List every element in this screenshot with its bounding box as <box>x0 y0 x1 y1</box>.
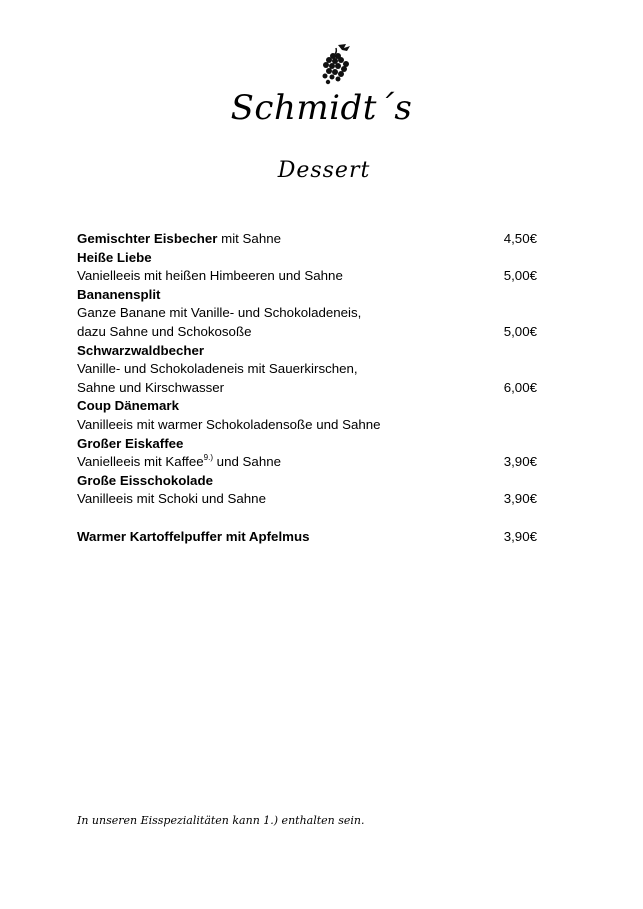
menu-item-description <box>77 323 537 342</box>
menu-item-suffix: mit Sahne <box>217 231 282 246</box>
menu-item-name: Warmer Kartoffelpuffer mit Apfelmus <box>77 528 310 544</box>
menu-item <box>77 286 537 305</box>
grape-icon <box>316 44 356 86</box>
menu-item-price: 3,90€ <box>503 454 537 470</box>
menu-item-name: Heiße Liebe <box>77 249 152 265</box>
spacer <box>77 509 537 528</box>
menu-item-description-line: Ganze Banane mit Vanille- und Schokoladeneis, <box>77 305 362 321</box>
menu-item <box>77 342 537 361</box>
menu-item-price: 5,00€ <box>503 323 537 339</box>
menu-item-description-line: Sahne und Kirschwasser <box>77 379 225 395</box>
menu-item-name: Coup Dänemark <box>77 398 179 414</box>
menu-item-description-line: Vanielleeis mit heißen Himbeeren und Sahne <box>77 268 343 284</box>
menu-item <box>77 249 537 268</box>
menu-item-price: 5,00€ <box>503 268 537 284</box>
menu-item-description-line: Vanilleeis mit Schoki und Sahne <box>77 491 266 507</box>
menu-item <box>77 472 537 491</box>
restaurant-name: Schmidt´s <box>230 88 413 128</box>
menu-item-price: 3,90€ <box>503 528 537 544</box>
menu-item <box>77 528 537 547</box>
menu-item-description <box>77 416 537 435</box>
menu-item <box>77 230 537 249</box>
menu-item-name: Großer Eiskaffee <box>77 435 184 451</box>
menu-item-name: Schwarzwaldbecher <box>77 342 205 358</box>
menu-item-name: Große Eisschokolade <box>77 472 213 488</box>
menu-item-price: 4,50€ <box>503 231 537 246</box>
menu-item-description <box>77 267 537 286</box>
menu-item-title <box>77 230 281 249</box>
menu-item-description <box>77 379 537 398</box>
menu-item <box>77 397 537 416</box>
menu-item-name: Bananensplit <box>77 286 161 302</box>
menu-item-description-line <box>77 453 281 472</box>
allergen-footnote: In unseren Eisspezialitäten kann 1.) enthalten sein. <box>77 814 365 827</box>
dessert-menu <box>77 230 537 546</box>
description-text: Vanielleeis mit Kaffee <box>77 454 204 470</box>
menu-item-description-line: Vanille- und Schokoladeneis mit Sauerkirschen, <box>77 361 358 377</box>
menu-item-description <box>77 360 537 379</box>
menu-item-description <box>77 453 537 472</box>
page-title: Dessert <box>277 158 371 183</box>
menu-item-name: Gemischter Eisbecher <box>77 231 218 246</box>
menu-item-description <box>77 490 537 509</box>
menu-item-description-line: Vanilleeis mit warmer Schokoladensoße und Sahne <box>77 416 381 432</box>
menu-item-price: 6,00€ <box>503 379 537 395</box>
menu-item-description <box>77 304 537 323</box>
allergen-note: 9.) <box>203 453 213 463</box>
menu-item <box>77 435 537 454</box>
menu-item-price: 3,90€ <box>503 491 537 507</box>
menu-item-description-line: dazu Sahne und Schokosoße <box>77 323 252 339</box>
description-text: und Sahne <box>212 454 282 470</box>
